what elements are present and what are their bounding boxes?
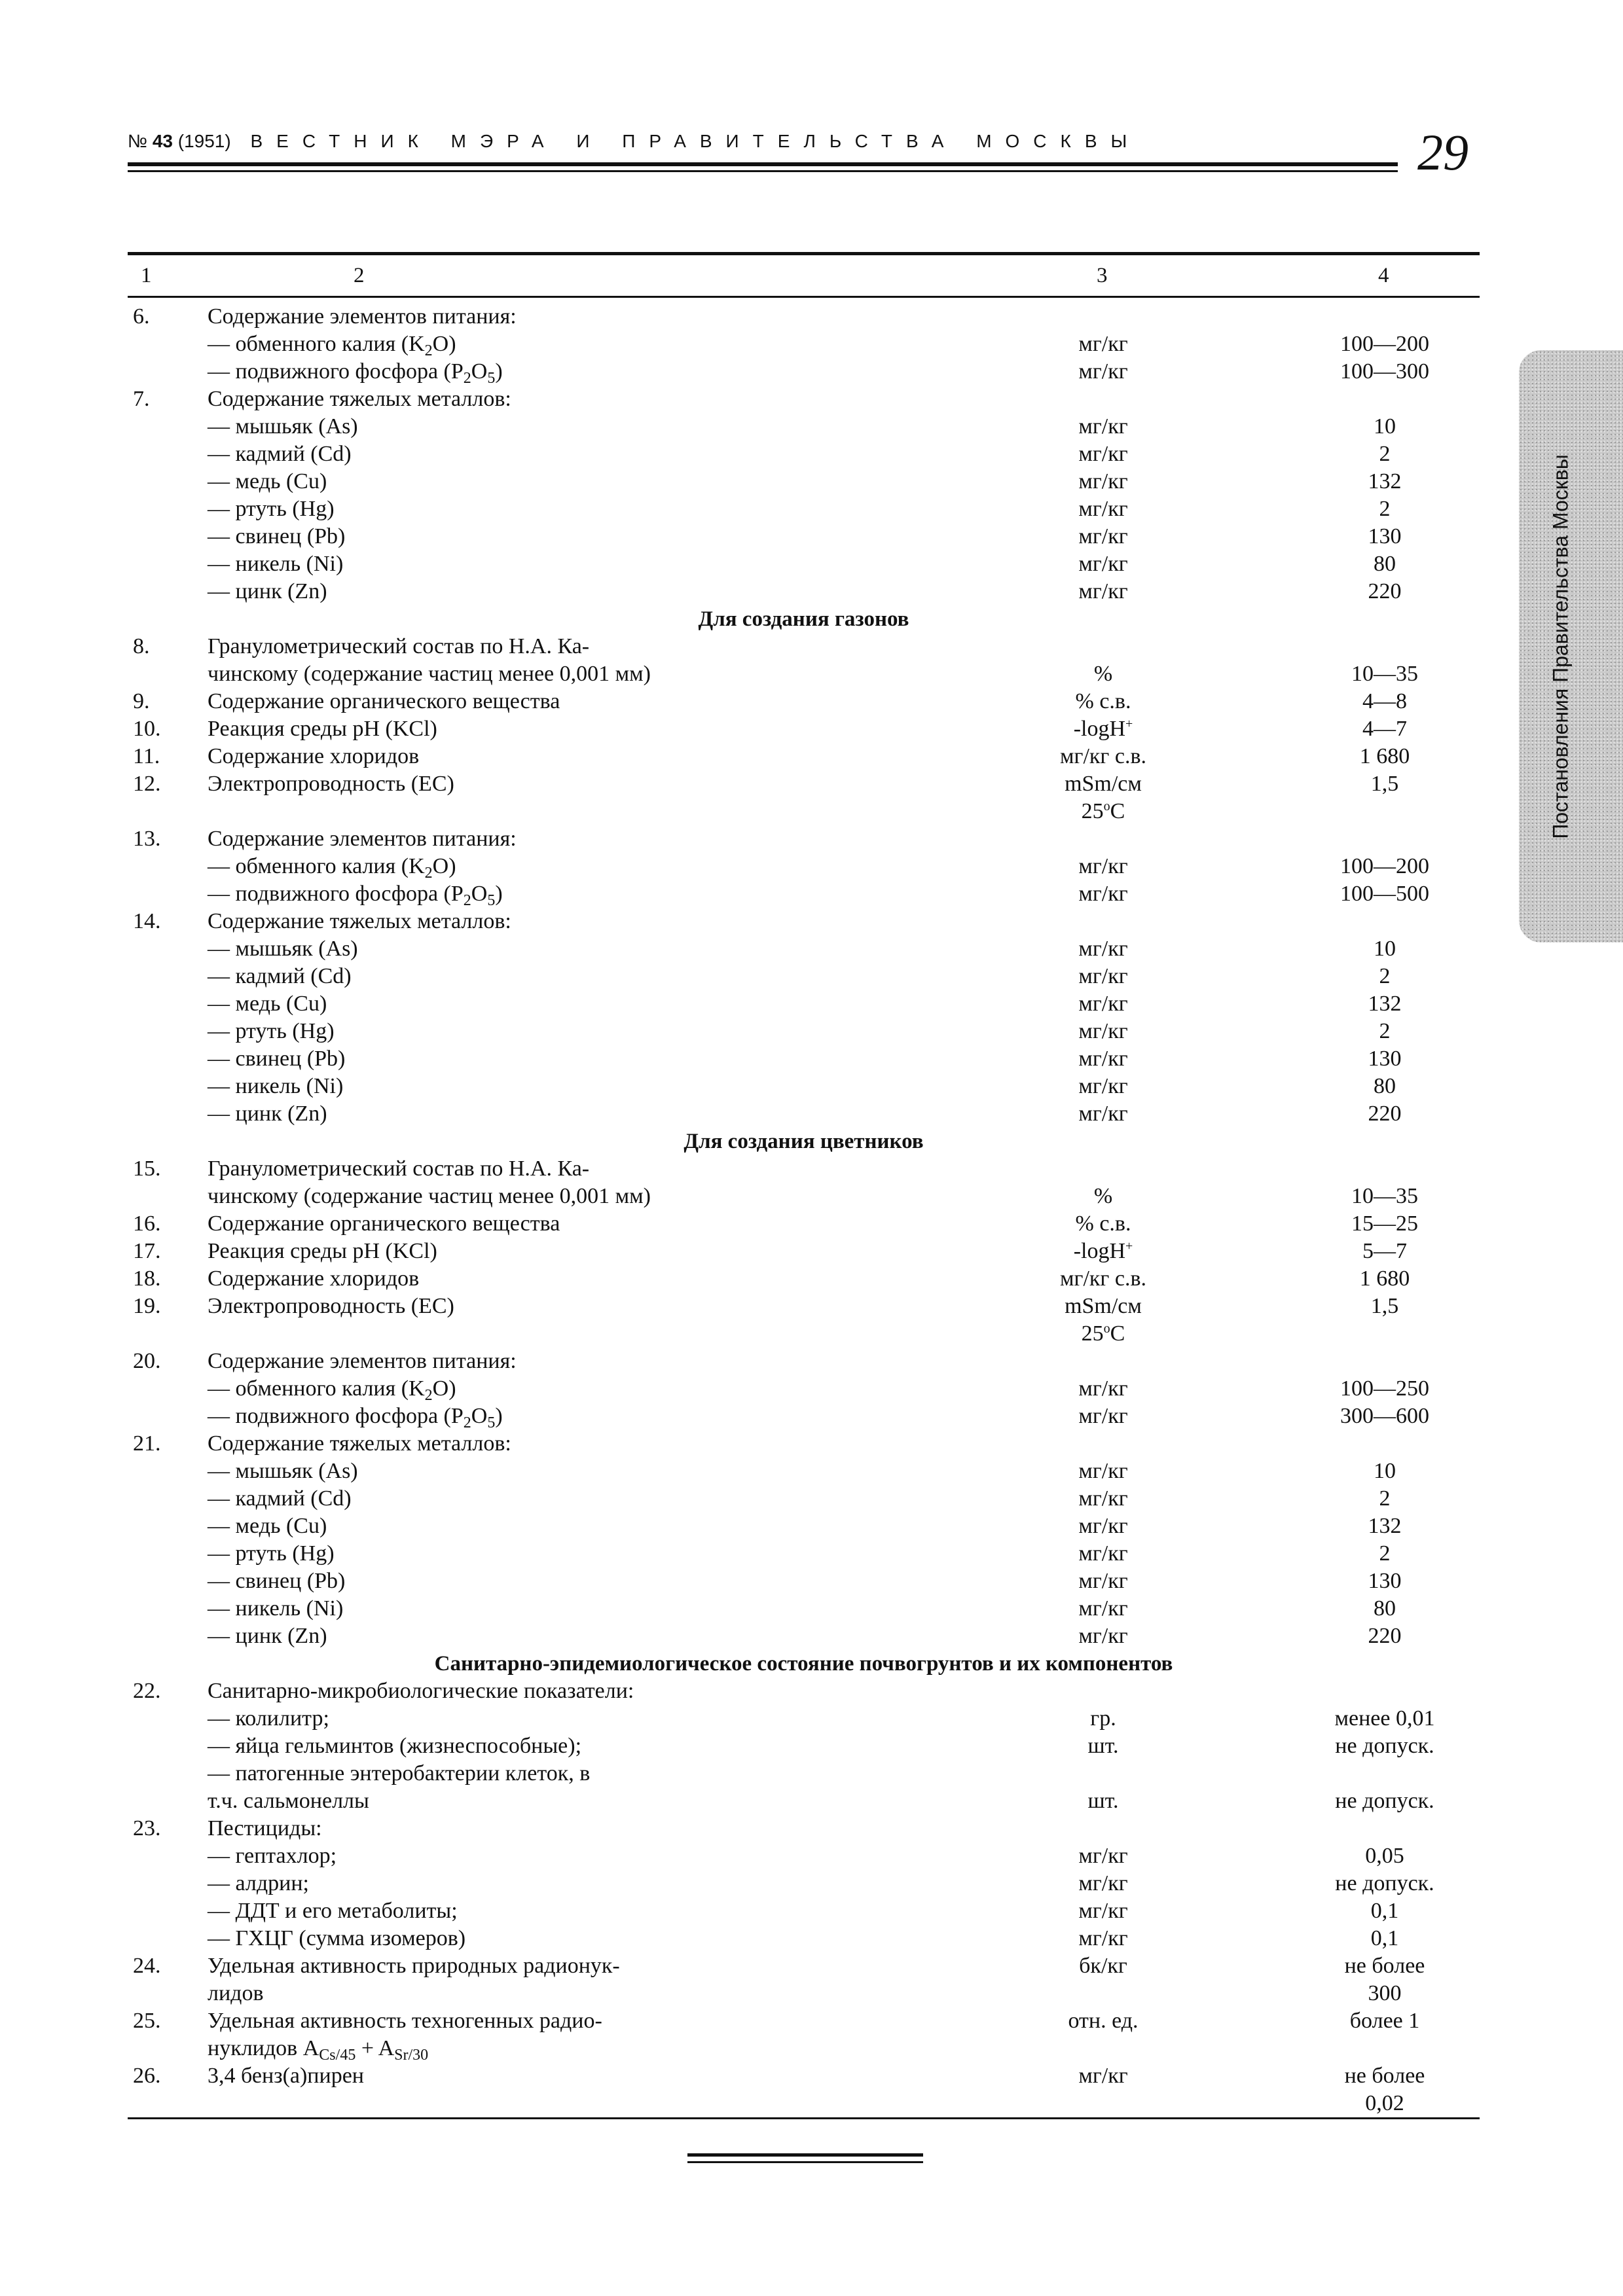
page-header: [128, 131, 1398, 170]
table-row: [128, 1540, 1480, 1568]
indicator-name: Пестициды:: [208, 1816, 322, 1840]
indicator-name: — свинец (Pb): [208, 1047, 346, 1071]
column-header-4: 4: [1378, 264, 1389, 287]
indicator-name: — ДДТ и его метаболиты;: [208, 1899, 458, 1923]
unit: мг/кг: [1078, 524, 1128, 548]
table-body: [128, 298, 1480, 2117]
norm-value: 2: [1379, 497, 1391, 521]
table-row: [128, 468, 1480, 495]
side-tab-label: Постановления Правительства Москвы: [1548, 454, 1573, 839]
header-rule-thin: [128, 170, 1398, 172]
indicator-name: — кадмий (Cd): [208, 964, 352, 988]
norm-value: 220: [1368, 1102, 1402, 1126]
unit: мг/кг: [1078, 1047, 1128, 1071]
norm-value: 10: [1374, 937, 1396, 961]
table-row: [128, 1403, 1480, 1430]
table-row: [128, 1705, 1480, 1732]
table-row: [128, 1210, 1480, 1238]
indicator-name: — цинк (Zn): [208, 1624, 327, 1648]
table-row: [128, 495, 1480, 523]
unit: мг/кг: [1078, 1074, 1128, 1098]
unit: мг/кг: [1078, 1899, 1128, 1923]
unit: мг/кг: [1078, 1102, 1128, 1126]
unit: %: [1093, 662, 1113, 686]
norm-value: 1 680: [1359, 1266, 1410, 1291]
column-header-1: 1: [141, 264, 152, 287]
table-row: [128, 1815, 1480, 1842]
table-row: [128, 633, 1480, 660]
indicator-name: Содержание элементов питания:: [208, 304, 517, 329]
table-row: [128, 1952, 1480, 1980]
table-row: [128, 880, 1480, 908]
indicator-name: — подвижного фосфора $(P_2O_5)$: [208, 359, 503, 387]
indicator-name: нуклидов $A_{Cs/45} + A_{Sr/30}$: [208, 2036, 429, 2064]
row-number: 25.: [133, 2009, 161, 2033]
header-rule-thick: [128, 162, 1398, 166]
table-row: [128, 935, 1480, 963]
table-row: [128, 1458, 1480, 1485]
table-row: [128, 1677, 1480, 1705]
table-row: [128, 440, 1480, 468]
unit: мг/кг: [1078, 1376, 1128, 1401]
table-row: [128, 1018, 1480, 1045]
norm-value: 300—600: [1340, 1404, 1429, 1428]
norm-value: 132: [1368, 992, 1402, 1016]
column-header-2: 2: [354, 264, 365, 287]
unit: мг/кг: [1078, 414, 1128, 439]
table-row: [128, 1568, 1480, 1595]
norm-value: 0,02: [1365, 2091, 1404, 2115]
table-row: [128, 715, 1480, 743]
table-row: [128, 963, 1480, 990]
table-row: [128, 1760, 1480, 1787]
indicator-name: — ртуть (Hg): [208, 1541, 335, 1566]
unit: мг/кг: [1078, 1459, 1128, 1483]
unit: мг/кг: [1078, 854, 1128, 878]
row-number: 22.: [133, 1679, 161, 1703]
unit: мг/кг: [1078, 2064, 1128, 2088]
unit: мг/кг: [1078, 359, 1128, 384]
norm-value: 2: [1379, 1541, 1391, 1566]
issue-prefix: №: [128, 131, 148, 151]
norm-value: 2: [1379, 1019, 1391, 1043]
table-row: [128, 1320, 1480, 1348]
indicator-name: 3,4 бенз(а)пирен: [208, 2064, 364, 2088]
indicator-name: Содержание тяжелых металлов:: [208, 1431, 511, 1456]
norm-value: не допуск.: [1335, 1734, 1434, 1758]
row-number: 13.: [133, 827, 161, 851]
indicator-name: — никель (Ni): [208, 1596, 344, 1621]
table-row: [128, 303, 1480, 331]
table-row: [128, 688, 1480, 715]
table-header: [128, 255, 1480, 296]
table-row: [128, 1513, 1480, 1540]
unit: мг/кг: [1078, 1926, 1128, 1950]
section-title: Санитарно-эпидемиологическое состояние почвогрунтов и их компонентов: [434, 1652, 1173, 1676]
page-number: 29: [1417, 124, 1468, 181]
table-row: [128, 550, 1480, 578]
indicator-name: Содержание элементов питания:: [208, 827, 517, 851]
unit: мг/кг: [1078, 992, 1128, 1016]
table-row: [128, 770, 1480, 798]
norm-value: 130: [1368, 524, 1402, 548]
indicator-name: — медь (Cu): [208, 1514, 327, 1538]
norm-value: 132: [1368, 1514, 1402, 1538]
table-row: [128, 523, 1480, 550]
norm-value: 100—300: [1340, 359, 1429, 384]
table-row: [128, 1293, 1480, 1320]
table-row: [128, 2062, 1480, 2090]
indicator-name: Содержание элементов питания:: [208, 1349, 517, 1373]
unit: мг/кг с.в.: [1059, 1266, 1146, 1291]
row-number: 10.: [133, 717, 161, 741]
norm-value: 4—7: [1362, 717, 1407, 741]
indicator-name: Удельная активность природных радионук-: [208, 1954, 620, 1978]
indicator-name: Содержание тяжелых металлов:: [208, 909, 511, 933]
indicator-name: Содержание органического вещества: [208, 689, 560, 713]
table-row: [128, 1623, 1480, 1650]
indicator-name: Реакция среды pH (KCl): [208, 1239, 437, 1263]
table-row: [128, 1155, 1480, 1183]
unit: мг/кг: [1078, 442, 1128, 466]
indicator-name: — обменного калия $(K_2O)$: [208, 854, 456, 882]
row-number: 11.: [133, 744, 160, 768]
row-number: 7.: [133, 387, 150, 411]
unit: мг/кг: [1078, 497, 1128, 521]
norm-value: не более: [1344, 1954, 1425, 1978]
indicator-name: — мышьяк (As): [208, 1459, 358, 1483]
row-number: 6.: [133, 304, 150, 329]
table-row: [128, 908, 1480, 935]
indicator-name: — никель (Ni): [208, 1074, 344, 1098]
unit: % с.в.: [1075, 1211, 1131, 1236]
indicator-name: Электропроводность (EC): [208, 772, 454, 796]
norm-value: 2: [1379, 442, 1391, 466]
row-number: 24.: [133, 1954, 161, 1978]
table-row: [128, 1375, 1480, 1403]
norm-value: 220: [1368, 1624, 1402, 1648]
indicator-name: — обменного калия $(K_2O)$: [208, 332, 456, 359]
unit: мг/кг: [1078, 1871, 1128, 1895]
norm-value: 15—25: [1351, 1211, 1418, 1236]
table-row: [128, 990, 1480, 1018]
table-row: [128, 1485, 1480, 1513]
unit: мг/кг: [1078, 1844, 1128, 1868]
unit: мг/кг: [1078, 332, 1128, 356]
row-number: 12.: [133, 772, 161, 796]
table-row: [128, 1238, 1480, 1265]
norm-value: не более: [1344, 2064, 1425, 2088]
section-heading: [128, 1650, 1480, 1677]
indicator-name: — гептахлор;: [208, 1844, 337, 1868]
table-row: [128, 358, 1480, 386]
norm-value: 10: [1374, 1459, 1396, 1483]
table-row: [128, 1045, 1480, 1073]
indicator-name: — цинк (Zn): [208, 579, 327, 603]
norm-value: не допуск.: [1335, 1871, 1434, 1895]
indicator-name: — мышьяк (As): [208, 414, 358, 439]
unit: мг/кг: [1078, 1019, 1128, 1043]
header-text: [128, 131, 1140, 152]
table-row: [128, 331, 1480, 358]
table-row: [128, 578, 1480, 605]
indicator-name: — медь (Cu): [208, 469, 327, 493]
norm-value: 132: [1368, 469, 1402, 493]
unit: мг/кг: [1078, 1404, 1128, 1428]
table-row: [128, 1348, 1480, 1375]
unit: мг/кг: [1078, 1486, 1128, 1511]
norm-value: 220: [1368, 579, 1402, 603]
indicator-name: — ГХЦГ (сумма изомеров): [208, 1926, 466, 1950]
indicator-name: — патогенные энтеробактерии клеток, в: [208, 1761, 591, 1785]
norm-value: 300: [1368, 1981, 1402, 2005]
norms-table: [128, 252, 1480, 2119]
indicator-name: — подвижного фосфора $(P_2O_5)$: [208, 882, 503, 909]
table-row: [128, 1265, 1480, 1293]
norm-value: 80: [1374, 552, 1396, 576]
table-row: [128, 1732, 1480, 1760]
indicator-name: — алдрин;: [208, 1871, 309, 1895]
table-row: [128, 1842, 1480, 1870]
column-header-3: 3: [1097, 264, 1108, 287]
table-row: [128, 1980, 1480, 2007]
table-row: [128, 798, 1480, 825]
indicator-name: — свинец (Pb): [208, 1569, 346, 1593]
indicator-name: Содержание хлоридов: [208, 1266, 420, 1291]
table-row: [128, 2090, 1480, 2117]
row-number: 17.: [133, 1239, 161, 1263]
table-row: [128, 386, 1480, 413]
norm-value: 0,05: [1365, 1844, 1404, 1868]
publication-title: ВЕСТНИК МЭРА И ПРАВИТЕЛЬСТВА МОСКВЫ: [250, 131, 1141, 151]
unit: мг/кг: [1078, 1624, 1128, 1648]
unit: mSm/см: [1065, 1294, 1142, 1318]
norm-value: 5—7: [1362, 1239, 1407, 1263]
row-number: 26.: [133, 2064, 161, 2088]
row-number: 21.: [133, 1431, 161, 1456]
indicator-name: — медь (Cu): [208, 992, 327, 1016]
norm-value: 10—35: [1351, 1184, 1418, 1208]
indicator-name: лидов: [208, 1981, 264, 2005]
norm-value: 100—200: [1340, 332, 1429, 356]
unit: гр.: [1090, 1706, 1116, 1731]
indicator-name: Содержание хлоридов: [208, 744, 420, 768]
indicator-name: чинскому (содержание частиц менее 0,001 мм): [208, 662, 651, 686]
table-row: [128, 1925, 1480, 1952]
table-row: [128, 825, 1480, 853]
norm-value: 10—35: [1351, 662, 1418, 686]
norm-value: 2: [1379, 1486, 1391, 1511]
indicator-name: — кадмий (Cd): [208, 1486, 352, 1511]
table-row: [128, 660, 1480, 688]
row-number: 23.: [133, 1816, 161, 1840]
norm-value: 100—250: [1340, 1376, 1429, 1401]
unit: %: [1093, 1184, 1113, 1208]
unit: 25$^o$C: [1081, 799, 1125, 823]
unit: мг/кг: [1078, 937, 1128, 961]
footer-ornament: [687, 2153, 923, 2163]
norm-value: 4—8: [1362, 689, 1407, 713]
norm-value: 1,5: [1370, 1294, 1399, 1318]
indicator-name: Содержание органического вещества: [208, 1211, 560, 1236]
unit: % с.в.: [1075, 689, 1131, 713]
row-number: 20.: [133, 1349, 161, 1373]
norm-value: 100—500: [1340, 882, 1429, 906]
row-number: 16.: [133, 1211, 161, 1236]
section-title: Для создания цветников: [684, 1130, 924, 1153]
unit: бк/кг: [1079, 1954, 1127, 1978]
section-heading: [128, 605, 1480, 633]
table-row: [128, 1595, 1480, 1623]
norm-value: 1 680: [1359, 744, 1410, 768]
norm-value: 130: [1368, 1569, 1402, 1593]
norm-value: 130: [1368, 1047, 1402, 1071]
indicator-name: — ртуть (Hg): [208, 1019, 335, 1043]
unit: мг/кг: [1078, 1596, 1128, 1621]
indicator-name: т.ч. сальмонеллы: [208, 1789, 369, 1813]
indicator-name: — кадмий (Cd): [208, 442, 352, 466]
row-number: 19.: [133, 1294, 161, 1318]
table-row: [128, 1100, 1480, 1128]
norm-value: менее 0,01: [1334, 1706, 1435, 1731]
indicator-name: — колилитр;: [208, 1706, 329, 1731]
section-title: Для создания газонов: [698, 607, 909, 631]
norm-value: 80: [1374, 1074, 1396, 1098]
table-bottom-rule: [128, 2117, 1480, 2119]
indicator-name: — подвижного фосфора $(P_2O_5)$: [208, 1404, 503, 1431]
row-number: 15.: [133, 1157, 161, 1181]
row-number: 18.: [133, 1266, 161, 1291]
section-heading: [128, 1128, 1480, 1155]
row-number: 8.: [133, 634, 150, 658]
table-row: [128, 1787, 1480, 1815]
unit: mSm/см: [1065, 772, 1142, 796]
norm-value: более 1: [1349, 2009, 1420, 2033]
norm-value: 1,5: [1370, 772, 1399, 796]
table-row: [128, 1183, 1480, 1210]
table-row: [128, 743, 1480, 770]
indicator-name: Удельная активность техногенных радио-: [208, 2009, 602, 2033]
table-row: [128, 1073, 1480, 1100]
table-row: [128, 413, 1480, 440]
norm-value: не допуск.: [1335, 1789, 1434, 1813]
indicator-name: — свинец (Pb): [208, 524, 346, 548]
norm-value: 100—200: [1340, 854, 1429, 878]
indicator-name: Санитарно-микробиологические показатели:: [208, 1679, 634, 1703]
indicator-name: Содержание тяжелых металлов:: [208, 387, 511, 411]
indicator-name: — мышьяк (As): [208, 937, 358, 961]
unit: мг/кг: [1078, 579, 1128, 603]
indicator-name: Электропроводность (EC): [208, 1294, 454, 1318]
unit: -logH+: [1073, 1239, 1133, 1263]
norm-value: 80: [1374, 1596, 1396, 1621]
norm-value: 2: [1379, 964, 1391, 988]
unit: мг/кг: [1078, 552, 1128, 576]
row-number: 9.: [133, 689, 150, 713]
unit: мг/кг: [1078, 964, 1128, 988]
unit: мг/кг: [1078, 1569, 1128, 1593]
unit: отн. ед.: [1068, 2009, 1139, 2033]
unit: -logH+: [1073, 717, 1133, 741]
table-row: [128, 2007, 1480, 2035]
table-row: [128, 2035, 1480, 2062]
table-row: [128, 1870, 1480, 1897]
unit: шт.: [1087, 1789, 1119, 1813]
unit: мг/кг: [1078, 1514, 1128, 1538]
indicator-name: Реакция среды pH (KCl): [208, 717, 437, 741]
indicator-name: — цинк (Zn): [208, 1102, 327, 1126]
norm-value: 10: [1374, 414, 1396, 439]
indicator-name: чинскому (содержание частиц менее 0,001 мм): [208, 1184, 651, 1208]
unit: мг/кг: [1078, 882, 1128, 906]
table-row: [128, 853, 1480, 880]
indicator-name: Гранулометрический состав по Н.А. Ка-: [208, 634, 590, 658]
unit: мг/кг с.в.: [1059, 744, 1146, 768]
unit: мг/кг: [1078, 1541, 1128, 1566]
issue-total: (1951): [177, 131, 231, 151]
table-row: [128, 1897, 1480, 1925]
table-row: [128, 1430, 1480, 1458]
norm-value: 0,1: [1370, 1926, 1399, 1950]
unit: шт.: [1087, 1734, 1119, 1758]
indicator-name: — никель (Ni): [208, 552, 344, 576]
issue-number: 43: [152, 131, 173, 151]
row-number: 14.: [133, 909, 161, 933]
unit: 25$^o$C: [1081, 1321, 1125, 1346]
indicator-name: Гранулометрический состав по Н.А. Ка-: [208, 1157, 590, 1181]
norm-value: 0,1: [1370, 1899, 1399, 1923]
indicator-name: — ртуть (Hg): [208, 497, 335, 521]
indicator-name: — яйца гельминтов (жизнеспособные);: [208, 1734, 582, 1758]
indicator-name: — обменного калия $(K_2O)$: [208, 1376, 456, 1404]
unit: мг/кг: [1078, 469, 1128, 493]
